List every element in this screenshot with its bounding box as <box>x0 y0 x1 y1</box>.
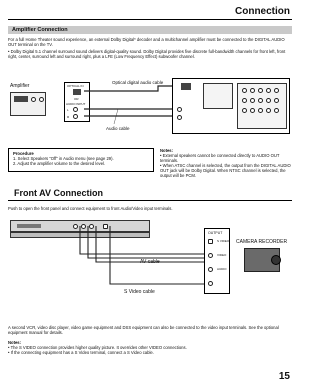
rca-port-icon <box>250 88 255 93</box>
camera-video-port-icon <box>208 253 213 258</box>
amplifier-notes <box>160 148 292 178</box>
front-av-body: A second VCR, video disc player, video game equipment and DSS equipment can also be connected to the video input terminals. See the optional equipment manual for details. <box>8 325 279 335</box>
rca-port-icon <box>266 108 271 113</box>
digital-audio-out-port-icon <box>181 83 191 90</box>
amp-audio-label: AUDIO INPUT <box>66 102 86 106</box>
amp-l-label: L <box>67 108 69 112</box>
camera-port-label: S VIDEO <box>217 239 230 243</box>
camera-port-label: VIDEO <box>217 253 227 257</box>
audio-out-r-port-icon <box>177 115 182 120</box>
tv-panel-block <box>203 83 233 109</box>
amplifier-intro: For a full Home Theater sound experience, an external Dolby Digital* decoder and a multichannel amplifier must be connected to the DIGITAL AUDIO OUT terminal on the TV. <box>8 37 285 47</box>
procedure-title: Procedure <box>13 151 34 156</box>
rca-port-icon <box>258 98 263 103</box>
rca-port-icon <box>258 108 263 113</box>
av-cable-label: AV cable <box>140 259 160 265</box>
bullet-icon: • <box>8 49 11 54</box>
amplifier-bullet-text: Dolby Digital 5.1 channel surround sound delivers digital-quality sound. Dolby Digital provides five discrete full-bandwidth channels for front left, front right, center, surround left and surround right, plus a LFE (Low Frequency Effect) subwoofer channel. <box>8 49 286 59</box>
rca-port-icon <box>266 98 271 103</box>
camcorder-icon <box>244 248 280 272</box>
note-item: • If the connecting equipment has a S Video terminal, connect a S Video cable. <box>8 350 154 355</box>
note-item-text: When ATSC channel is selected, the output from the DIGITAL AUDIO OUT jack will be Dolby Digital. When NTSC channel is selected, the output will be PCM. <box>160 163 291 178</box>
front-av-intro: Push to open the front panel and connect equipment to front Audio/Video input terminals. <box>8 206 173 211</box>
front-av-heading: Front AV Connection <box>14 188 103 198</box>
front-av-diagram <box>8 214 292 304</box>
procedure-box <box>8 148 154 172</box>
amp-optical-label: OPTICAL IN <box>67 84 84 88</box>
audio-out-l-port-icon <box>177 107 182 112</box>
rca-port-icon <box>274 88 279 93</box>
procedure-step: 1. Select Speakers "Off" in Audio menu (see page 29). <box>13 156 114 161</box>
note-item-text: External speakers cannot be connected directly to AUDIO OUT terminals. <box>160 153 280 163</box>
page-header <box>8 6 292 20</box>
amplifier-section-heading: Amplifier Connection <box>8 26 292 34</box>
camera-audio-port-icon <box>208 267 213 272</box>
page-title: Connection <box>235 6 290 17</box>
amplifier-diagram <box>8 78 292 138</box>
note-item-text: The S VIDEO connection provides higher quality picture. It overrides other VIDEO connections. <box>10 345 187 350</box>
rca-port-icon <box>242 98 247 103</box>
rca-port-icon <box>274 98 279 103</box>
rca-port-icon <box>258 88 263 93</box>
amplifier-bullet <box>8 49 292 59</box>
rca-port-icon <box>242 108 247 113</box>
svideo-cable-label: S Video cable <box>124 289 155 295</box>
camera-output-label: OUTPUT <box>208 231 223 235</box>
rca-port-icon <box>242 88 247 93</box>
audio-cable-label: Audio cable <box>106 126 130 131</box>
amplifier-label: Amplifier <box>10 83 30 89</box>
camera-audio-port-icon <box>208 281 213 286</box>
amp-r-label: R <box>67 115 70 119</box>
notes-title: Notes: <box>8 340 22 345</box>
notes-title: Notes: <box>160 148 174 153</box>
rca-port-icon <box>250 98 255 103</box>
tv-rear-panel <box>172 78 290 134</box>
note-item-text: If the connecting equipment has a S Video terminal, connect a S Video cable. <box>10 350 154 355</box>
camera-output-panel <box>204 228 230 294</box>
front-av-notes <box>8 340 292 355</box>
section-divider <box>8 200 292 201</box>
note-item: • When ATSC channel is selected, the output from the DIGITAL AUDIO OUT jack will be Dolby Digital. When NTSC channel is selected, the output will be PCM. <box>160 163 291 178</box>
camera-label: CAMERA RECORDER <box>236 239 288 245</box>
procedure-step: 2. Adjust the amplifier volume to the desired level. <box>13 161 106 166</box>
page-number: 15 <box>278 371 290 382</box>
camcorder-lens-icon <box>271 255 281 265</box>
optical-cable-label: Optical digital audio cable <box>112 80 164 85</box>
note-item: • The S VIDEO connection provides higher quality picture. It overrides other VIDEO connections. <box>8 345 187 350</box>
note-item: • External speakers cannot be connected directly to AUDIO OUT terminals. <box>160 153 280 163</box>
amp-or-label: OR <box>74 97 79 101</box>
rca-port-icon <box>274 108 279 113</box>
tv-panel-block <box>237 83 287 129</box>
camera-svideo-port-icon <box>208 239 213 244</box>
camera-port-label: AUDIO <box>217 267 227 271</box>
rca-port-icon <box>250 108 255 113</box>
rca-port-icon <box>266 88 271 93</box>
